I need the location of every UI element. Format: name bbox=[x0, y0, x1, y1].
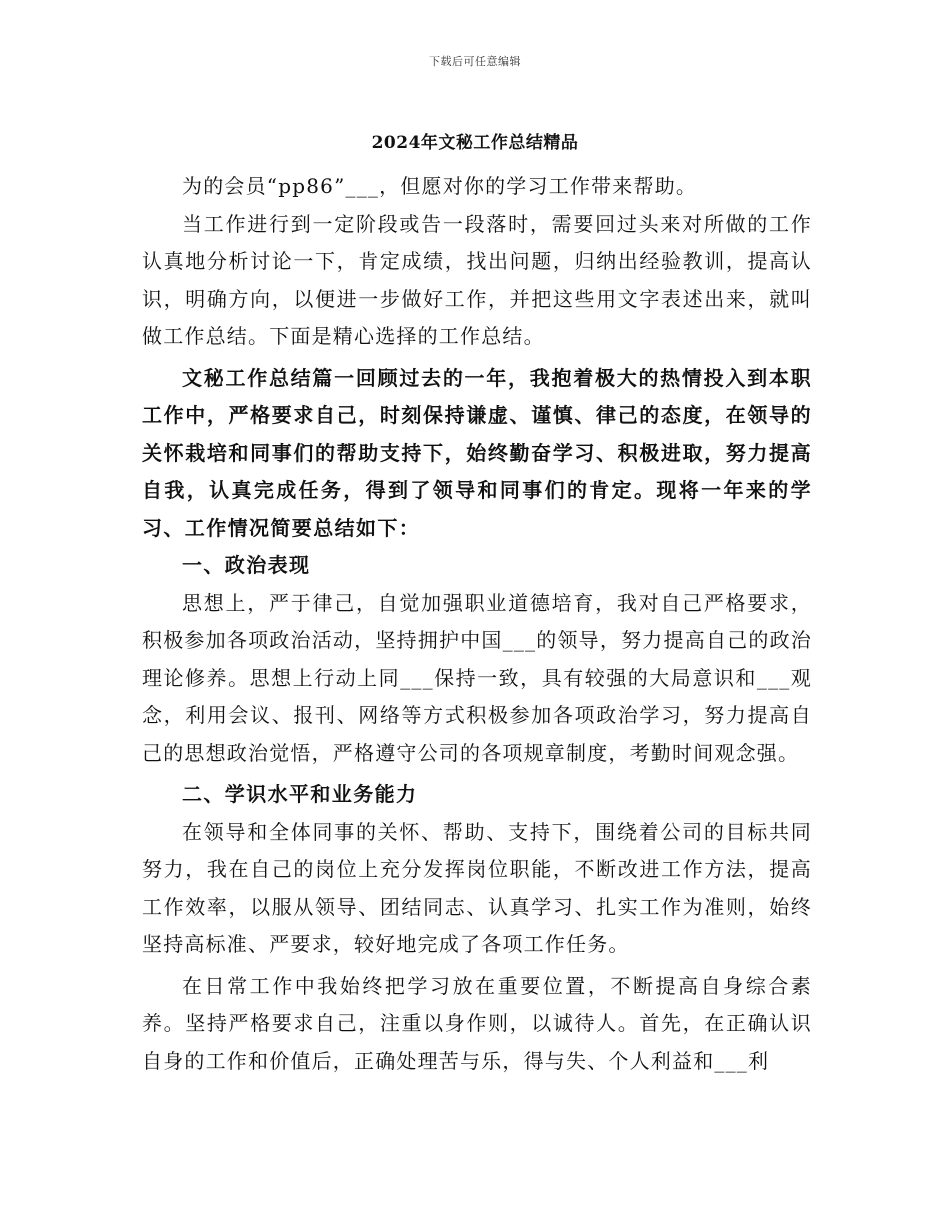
section-heading-politics: 一、政治表现 bbox=[182, 553, 311, 577]
summary-lead-paragraph: 文秘工作总结篇一回顾过去的一年，我抱着极大的热情投入到本职工作中，严格要求自己，时刻保持谦虚、谨慎、律己的态度，在领导的关怀栽培和同事们的帮助支持下，始终勤奋学习、积极进取，努力提高自我，认真完成任务，得到了领导和同事们的肯定。现将一年来的学习、工作情况简要总结如下： bbox=[142, 365, 812, 540]
daily-work-paragraph: 在日常工作中我始终把学习放在重要位置，不断提高自身综合素养。坚持严格要求自己，注重以身作则，以诚待人。首先，在正确认识自身的工作和价值后，正确处理苦与乐，得与失、个人利益和___利 bbox=[142, 973, 812, 1073]
document-title: 2024年文秘工作总结精品 bbox=[371, 133, 579, 153]
intro-paragraph: 为的会员“pp86”___，但愿对你的学习工作带来帮助。 bbox=[182, 174, 698, 198]
abilities-paragraph: 在领导和全体同事的关怀、帮助、支持下，围绕着公司的目标共同努力，我在自己的岗位上充分发挥岗位职能，不断改进工作方法，提高工作效率，以服从领导、团结同志、认真学习、扎实工作为准则，始终坚持高标准、严要求，较好地完成了各项工作任务。 bbox=[142, 819, 812, 956]
header-note: 下载后可任意编辑 bbox=[429, 55, 521, 68]
section-heading-abilities: 二、学识水平和业务能力 bbox=[182, 782, 418, 806]
politics-paragraph: 思想上，严于律己，自觉加强职业道德培育，我对自己严格要求，积极参加各项政治活动，坚持拥护中国___的领导，努力提高自己的政治理论修养。思想上行动上同___保持一致，具有较强的大局意识和___观念，利用会议、报刊、网络等方式积极参加各项政治学习，努力提高自己的思想政治觉悟，严格遵守公司的各项规章制度，考勤时间观念强。 bbox=[142, 590, 812, 765]
document-body bbox=[142, 168, 812, 1080]
definition-paragraph: 当工作进行到一定阶段或告一段落时，需要回过头来对所做的工作认真地分析讨论一下，肯定成绩，找出问题，归纳出经验教训，提高认识，明确方向，以便进一步做好工作，并把这些用文字表述出来，就叫做工作总结。下面是精心选择的工作总结。 bbox=[142, 211, 812, 348]
